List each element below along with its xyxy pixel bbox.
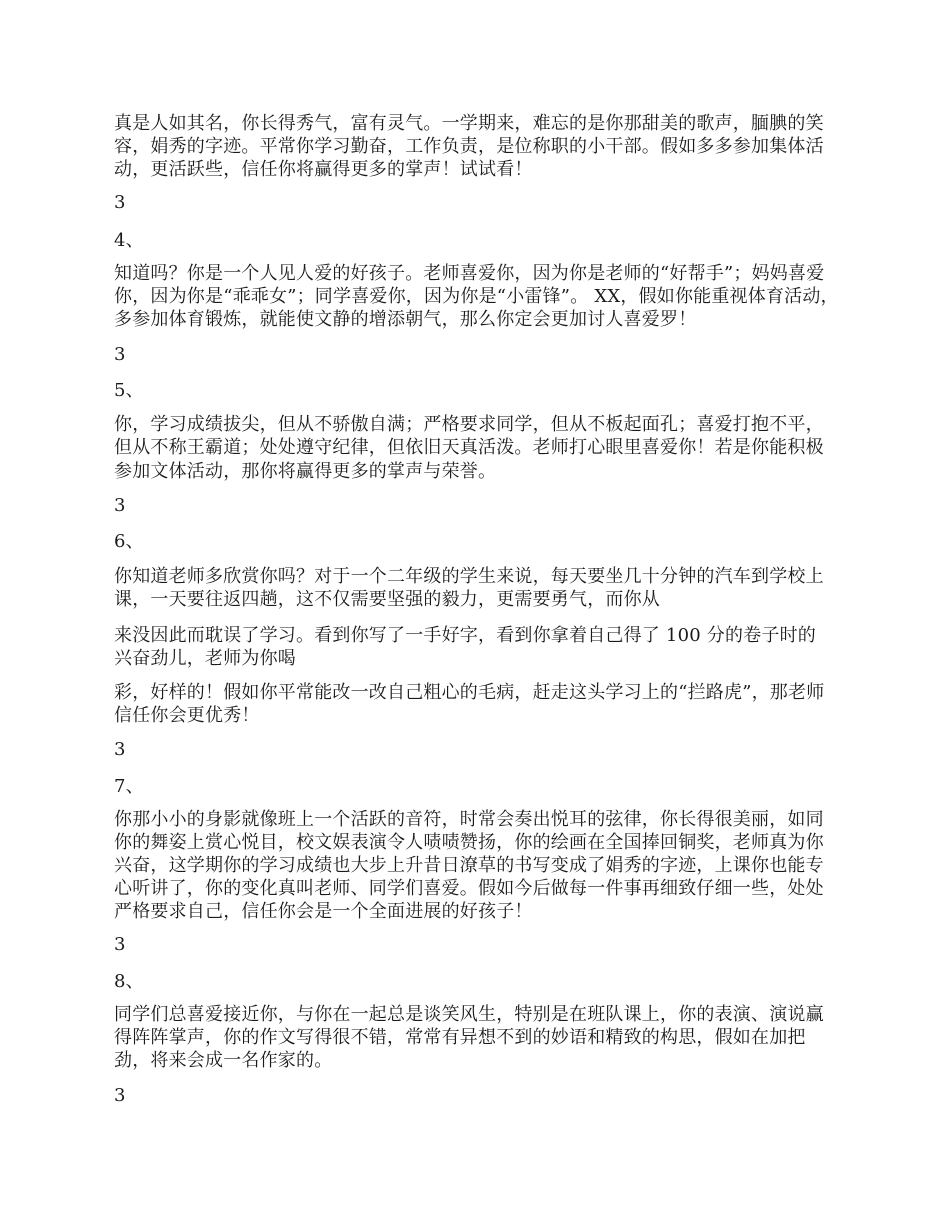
text-line: 来没因此而耽误了学习。看到你写了一手好字，看到你拿着自己得了 100 分的卷子时的 bbox=[114, 625, 816, 646]
number-line: 3 bbox=[114, 495, 126, 516]
text-line: 同学们总喜爱接近你，与你在一起总是谈笑风生，特别是在班队课上，你的表演、演说赢 bbox=[114, 1004, 824, 1025]
text-line: 你的舞姿上赏心悦目，校文娱表演令人啧啧赞扬，你的绘画在全国捧回铜奖，老师真为你 bbox=[114, 832, 824, 853]
text-line: 你那小小的身影就像班上一个活跃的音符，时常会奏出悦耳的弦律，你长得很美丽，如同 bbox=[114, 809, 824, 830]
text-line: 知道吗？你是一个人见人爱的好孩子。老师喜爱你，因为你是老师的“好帮手”；妈妈喜爱 bbox=[114, 263, 825, 284]
section-heading: 7、 bbox=[114, 776, 144, 797]
text-line: 多参加体育锻炼，就能使文静的增添朝气，那么你定会更加讨人喜爱罗！ bbox=[114, 309, 697, 330]
text-line: 动，更活跃些，信任你将赢得更多的掌声！试试看！ bbox=[114, 159, 533, 180]
section-heading: 8、 bbox=[114, 971, 144, 992]
text-line: 得阵阵掌声，你的作文写得很不错，常常有异想不到的妙语和精致的构思，假如在加把 bbox=[114, 1027, 806, 1048]
text-line: 信任你会更优秀！ bbox=[114, 705, 260, 726]
section-heading: 4、 bbox=[114, 230, 144, 251]
text-line: 你，学习成绩拔尖，但从不骄傲自满；严格要求同学，但从不板起面孔；喜爱打抱不平， bbox=[114, 414, 824, 435]
text-line: 兴奋劲儿，老师为你喝 bbox=[114, 648, 296, 669]
section-heading: 5、 bbox=[114, 380, 144, 401]
text-line: 容，娟秀的字迹。平常你学习勤奋，工作负责，是位称职的小干部。假如多多参加集体活 bbox=[114, 136, 824, 157]
number-line: 3 bbox=[114, 1085, 126, 1106]
section-heading: 6、 bbox=[114, 531, 144, 552]
number-line: 3 bbox=[114, 739, 126, 760]
number-line: 3 bbox=[114, 934, 126, 955]
text-line: 心听讲了，你的变化真叫老师、同学们喜爱。假如今后做每一件事再细致仔细一些，处处 bbox=[114, 878, 824, 899]
text-line: 参加文体活动，那你将赢得更多的掌声与荣誉。 bbox=[114, 461, 497, 482]
number-line: 3 bbox=[114, 344, 126, 365]
text-line: 你，因为你是“乖乖女”；同学喜爱你，因为你是“小雷锋”。 XX，假如你能重视体育活动， bbox=[114, 286, 839, 307]
number-line: 3 bbox=[114, 192, 126, 213]
text-line: 但从不称王霸道；处处遵守纪律，但依旧天真活泼。老师打心眼里喜爱你！若是你能积极 bbox=[114, 437, 824, 458]
text-line: 兴奋，这学期你的学习成绩也大步上升昔日潦草的书写变成了娟秀的字迹，上课你也能专 bbox=[114, 855, 824, 876]
text-line: 劲，将来会成一名作家的。 bbox=[114, 1050, 333, 1071]
text-line: 课，一天要往返四趟，这不仅需要坚强的毅力，更需要勇气，而你从 bbox=[114, 589, 660, 610]
text-line: 真是人如其名，你长得秀气，富有灵气。一学期来，难忘的是你那甜美的歌声，腼腆的笑 bbox=[114, 113, 824, 134]
text-line: 彩，好样的！假如你平常能改一改自己粗心的毛病，赶走这头学习上的“拦路虎”，那老师 bbox=[114, 682, 825, 703]
text-line: 严格要求自己，信任你会是一个全面进展的好孩子！ bbox=[114, 901, 533, 922]
text-line: 你知道老师多欣赏你吗？对于一个二年级的学生来说，每天要坐几十分钟的汽车到学校上 bbox=[114, 566, 824, 587]
